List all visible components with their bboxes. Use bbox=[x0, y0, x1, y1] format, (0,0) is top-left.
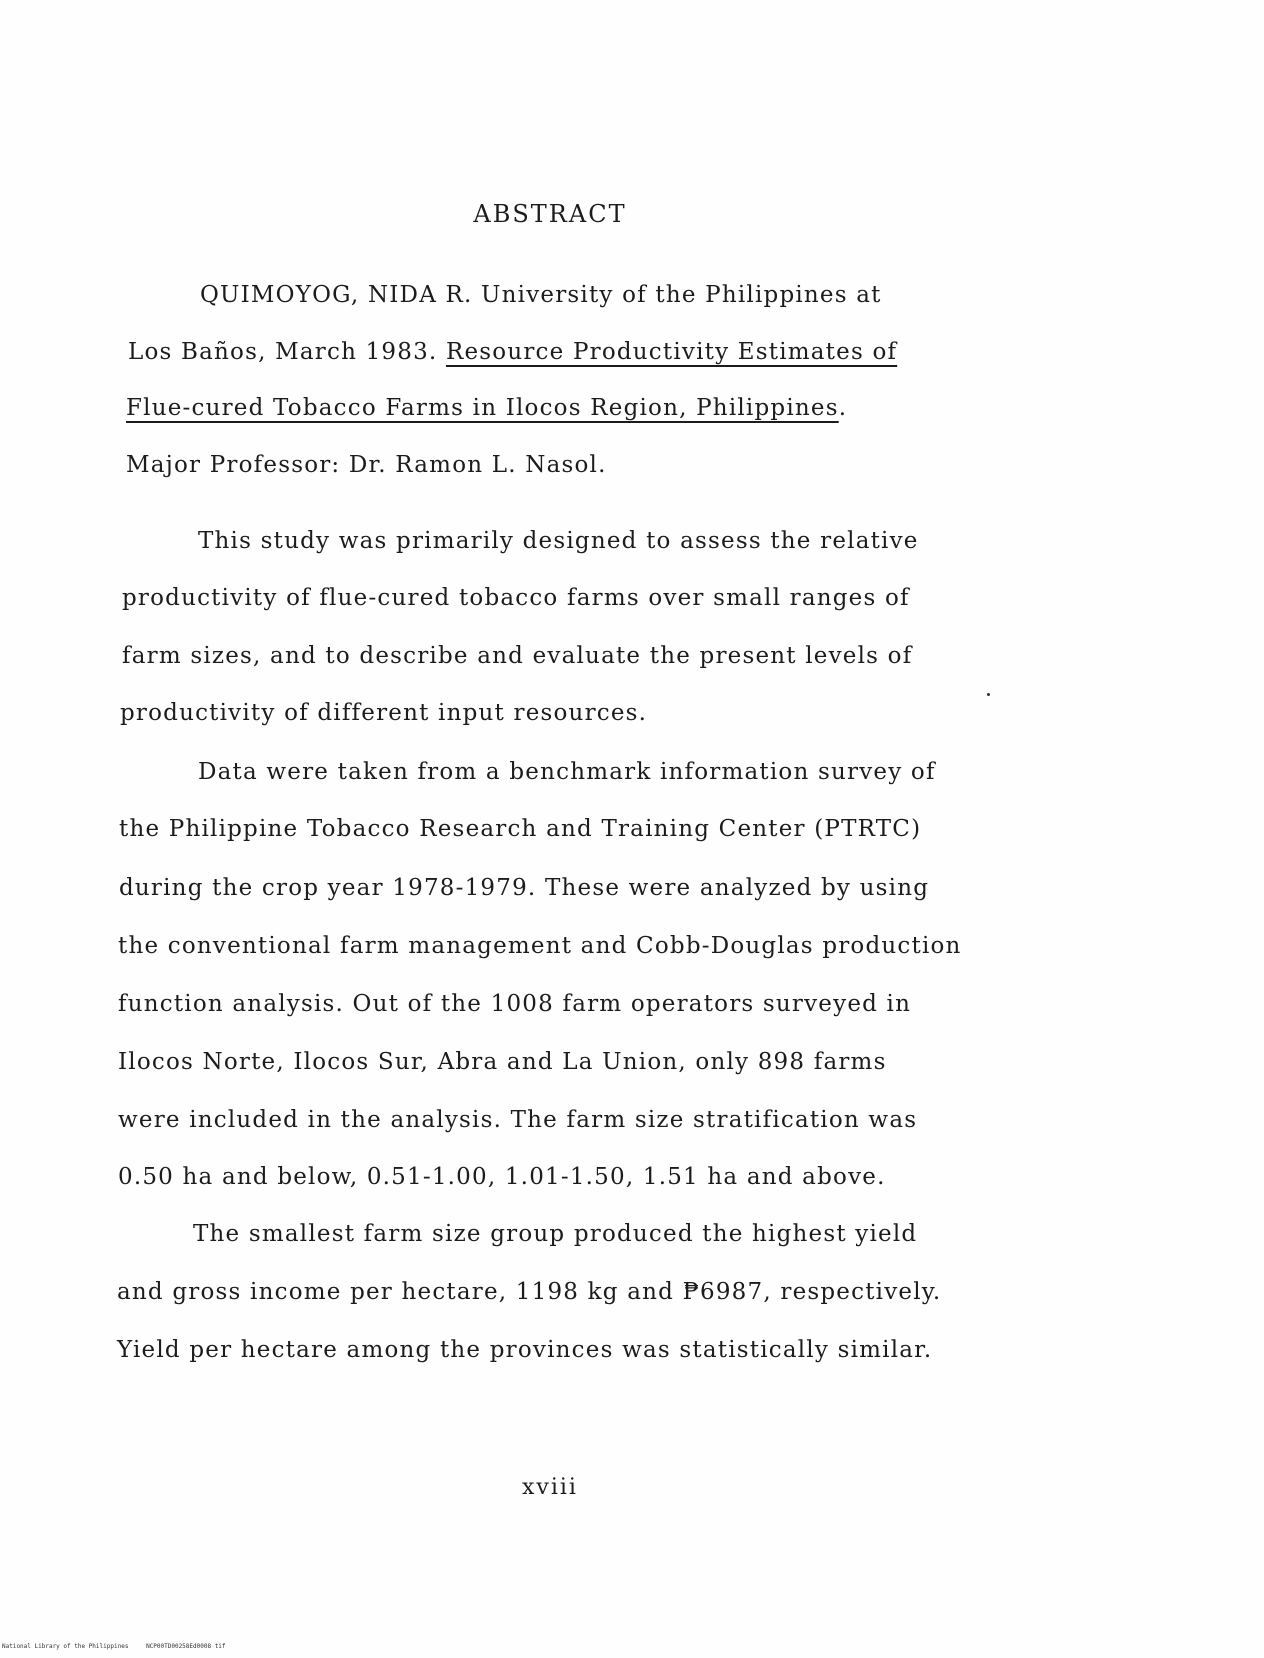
citation-line-1: QUIMOYOG, NIDA R. University of the Philippines at bbox=[200, 282, 882, 308]
paragraph-2-line: function analysis. Out of the 1008 farm operators surveyed in bbox=[118, 991, 912, 1017]
paragraph-2-line: Ilocos Norte, Ilocos Sur, Abra and La Union, only 898 farms bbox=[118, 1049, 887, 1075]
paragraph-2-line: the Philippine Tobacco Research and Training Center (PTRTC) bbox=[119, 816, 922, 842]
citation-date: Los Baños, March 1983. bbox=[128, 339, 446, 365]
paragraph-3-line: Yield per hectare among the provinces was statistically similar. bbox=[117, 1337, 933, 1363]
footer-code: NCP00TD00258Ed0008 tif bbox=[146, 1643, 226, 1650]
paragraph-2-line: 0.50 ha and below, 0.51-1.00, 1.01-1.50, 1.51 ha and above. bbox=[118, 1164, 886, 1190]
paragraph-3-line: and gross income per hectare, 1198 kg and ₱6987, respectively. bbox=[117, 1279, 942, 1305]
paragraph-2-line: the conventional farm management and Cobb-Douglas production bbox=[118, 933, 962, 959]
paragraph-1-line: This study was primarily designed to assess the relative bbox=[198, 528, 919, 554]
title-period: . bbox=[838, 395, 848, 421]
major-professor-line: Major Professor: Dr. Ramon L. Nasol. bbox=[126, 452, 607, 478]
thesis-title-part-2: Flue-cured Tobacco Farms in Ilocos Region, Philippines bbox=[126, 395, 839, 421]
citation-line-2 bbox=[128, 339, 897, 365]
paragraph-2-line: during the crop year 1978-1979. These were analyzed by using bbox=[119, 875, 930, 901]
paragraph-1-line: productivity of different input resources. bbox=[120, 700, 648, 726]
thesis-title-part-1: Resource Productivity Estimates of bbox=[445, 339, 898, 365]
footer-library: National Library of the Philippines bbox=[2, 1643, 129, 1650]
paragraph-1-line: farm sizes, and to describe and evaluate the present levels of bbox=[122, 643, 913, 669]
paragraph-2-line: were included in the analysis. The farm size stratification was bbox=[118, 1107, 918, 1133]
paragraph-1-line: productivity of flue-cured tobacco farms over small ranges of bbox=[122, 585, 910, 611]
paragraph-3-line: The smallest farm size group produced the highest yield bbox=[193, 1221, 918, 1247]
paragraph-2-line: Data were taken from a benchmark information survey of bbox=[198, 759, 936, 785]
page-number: xviii bbox=[522, 1475, 578, 1500]
abstract-heading: ABSTRACT bbox=[473, 200, 627, 228]
citation-line-3 bbox=[126, 395, 847, 421]
scan-speck bbox=[987, 693, 990, 696]
scan-footer bbox=[2, 1643, 240, 1650]
